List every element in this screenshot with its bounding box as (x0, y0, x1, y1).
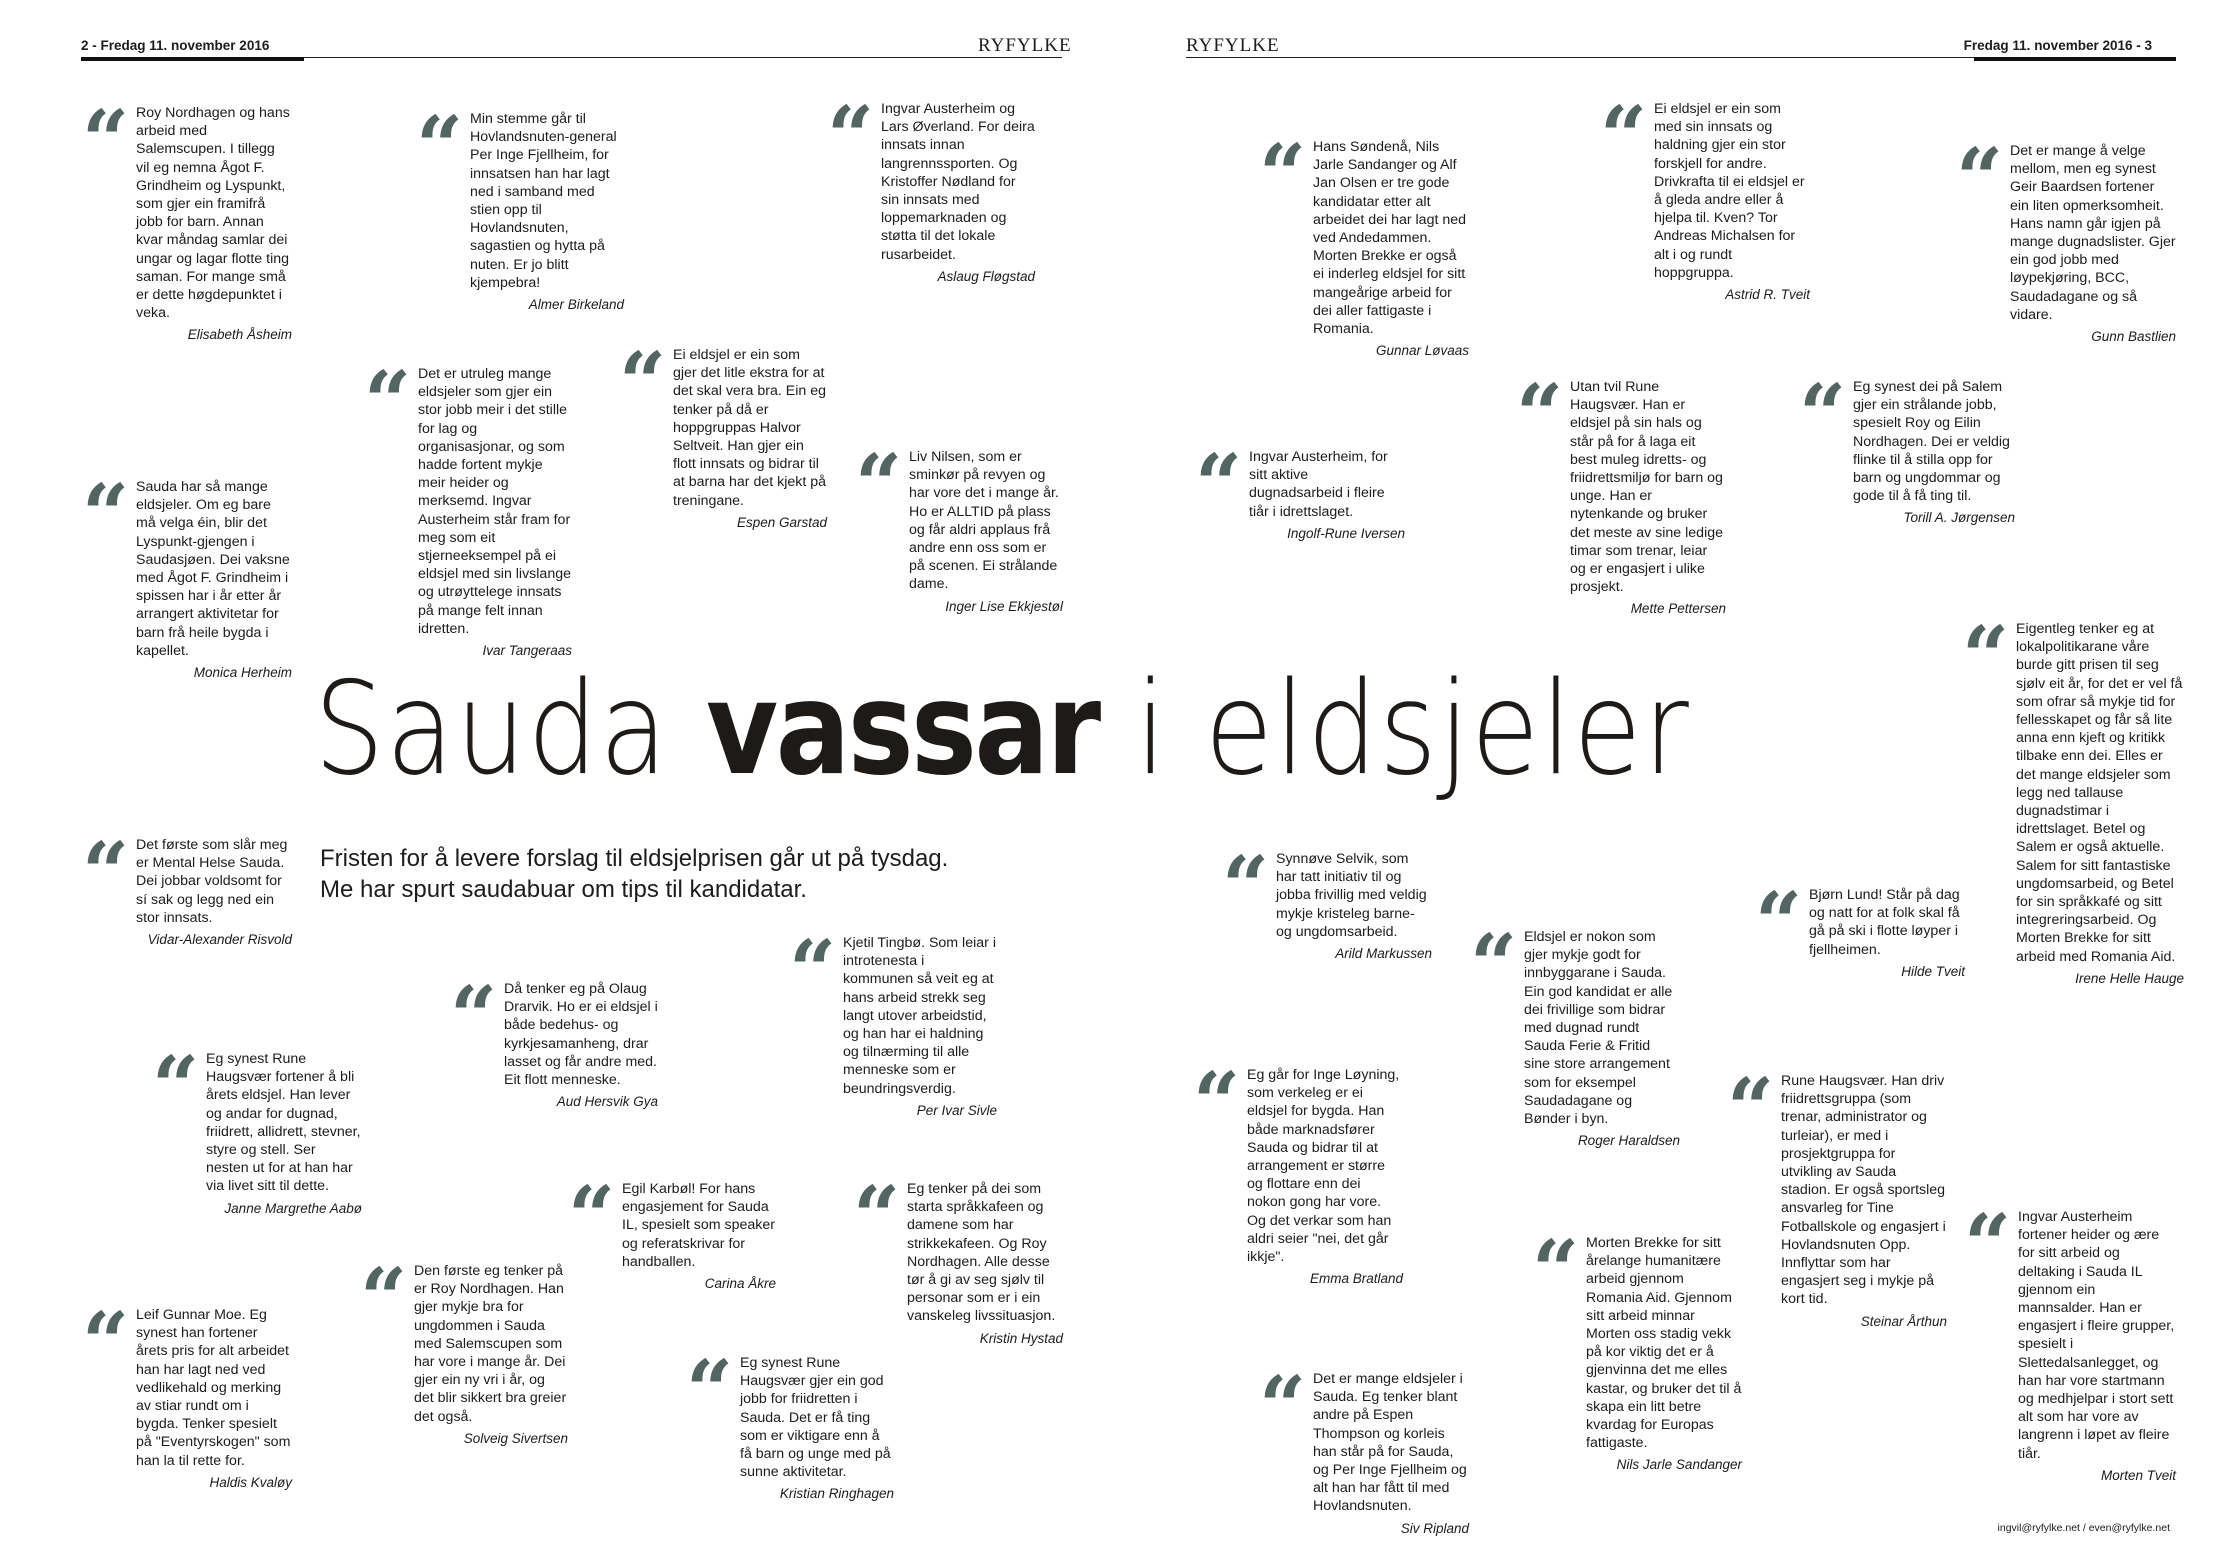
quote-signature: Gunn Bastlien (2091, 329, 2176, 345)
page-number-left: 2 - Fredag 11. november 2016 (81, 38, 270, 53)
quote-text: Rune Haugsvær. Han driv friidrettsgruppa (som trenar, administrator og turleiar), er med i prosjektgruppa for utvikling av Sauda stadion. Er også sportsleg ansvarleg for Tine Fotballskole og engasjert i Hovlandsnuten Opp. Innflyttar som har engasjert seg i mykje på kort tid. (1781, 1073, 1946, 1308)
quote-signature: Inger Lise Ekkjestøl (945, 598, 1063, 614)
lead-paragraph (320, 843, 1060, 905)
quote-text: Roy Nordhagen og hans arbeid med Salemscupen. I tillegg vil eg nemna Ågot F. Grindheim og Lyspunkt, som gjer ein framifrå jobb for barn. Annan kvar måndag samlar dei ungar og lagar flotte ting saman. For mange små er dette høgdepunktet i veka. (136, 105, 290, 322)
quote-mark-icon: “ (1755, 875, 1803, 971)
quote-24 (1222, 839, 1432, 962)
quote-text: Det er utruleg mange eldsjeler som gjer ein stor jobb meir i det stille for lag og organisasjonar, og som hadde fortent mykje meir heider og merksemd. Ingvar Austerheim står fram for meg som eit stjerneeksempel på ei eldsjel med sin livslange og utrøyttelege innsats på mange felt innan idretten. (418, 366, 571, 637)
quote-12 (568, 1169, 776, 1292)
quote-8 (82, 825, 292, 948)
quote-text: Eg går for Inge Løyning, som verkeleg er ei eldsjel for bygda. Han både marknadsfører Sauda og bidrar til at arrangement er større og flottare enn dei nokon gong har vore. Og det verkar som han aldri seier "nei, det går ikkje". (1247, 1067, 1400, 1266)
quote-mark-icon: “ (853, 1169, 901, 1265)
header-rule-left-thick (81, 57, 304, 61)
quote-text: Kjetil Tingbø. Som leiar i introtenesta i kommunen så veit eg at hans arbeid strekk seg langt utover arbeidstid, og han har ei haldning og tilnærming til alle menneske som er beundringsverdig. (843, 935, 996, 1097)
quote-mark-icon: “ (416, 99, 464, 195)
quote-signature: Per Ivar Sivle (916, 1102, 997, 1118)
quote-text: Utan tvil Rune Haugsvær. Han er eldsjel på sin hals og står på for å laga eit best muleg idretts- og friidrettsmiljø for barn og unge. Han er nytenkande og bruker det meste av sine ledige timar som trenar, leiar og er engasjert i ulike prosjekt. (1570, 379, 1724, 596)
quote-signature: Arild Markussen (1335, 946, 1432, 962)
quote-9 (450, 969, 658, 1110)
quote-text: Leif Gunnar Moe. Eg synest han fortener årets pris for alt arbeidet han har lagt ned ved vedlikehald og merking av stiar rundt om i bygda. Tenker spesielt på "Eventyrskogen" som han la til rette for. (136, 1307, 291, 1469)
quote-text: Ingvar Austerheim, for sitt aktive dugnadsarbeid i fleire tiår i idrettslaget. (1249, 449, 1388, 520)
quote-signature: Emma Bratland (1309, 1271, 1403, 1287)
quote-1 (82, 93, 292, 343)
lead-line-1: Fristen for å levere forslag til eldsjelprisen går ut på tysdag. (320, 845, 949, 872)
quote-signature: Vidar-Alexander Risvold (147, 932, 292, 948)
masthead-left: RYFYLKE (978, 35, 1072, 56)
quote-14 (360, 1251, 568, 1447)
quote-text: Ei eldsjel er ein som gjer det litle ekstra for at det skal vera bra. Ein eg tenker på då er hoppgruppas Halvor Seltveit. Han gjer ein flott innsats og bidrar til at barna har det kjekt på treningane. (673, 347, 827, 509)
quote-text: Egil Karbøl! For hans engasjement for Sauda IL, spesielt som speaker og referatskrivar for handballen. (622, 1181, 775, 1270)
quote-7 (82, 467, 292, 681)
quote-mark-icon: “ (686, 1343, 734, 1439)
quote-mark-icon: “ (568, 1169, 616, 1265)
quote-signature: Siv Ripland (1400, 1520, 1469, 1536)
quote-mark-icon: “ (855, 437, 903, 533)
quote-text: Eldsjel er nokon som gjer mykje godt for innbyggarane i Sauda. Ein god kandidat er alle dei frivillige som bidrar med dugnad rundt Sauda Ferie & Fritid sine store arrangement som for eksempel Saudadagane og Bønder i byn. (1524, 929, 1673, 1128)
quote-signature: Kristian Ringhagen (779, 1486, 894, 1502)
quote-mark-icon: “ (82, 467, 130, 563)
headline (314, 650, 1750, 810)
header-rule-right-thick (1974, 57, 2176, 61)
quote-20 (1516, 367, 1726, 617)
quote-mark-icon: “ (82, 1295, 130, 1391)
quote-signature: Morten Tveit (2100, 1467, 2176, 1483)
contact-footer: ingvil@ryfylke.net / even@ryfylke.net (1997, 1522, 2170, 1534)
quote-signature: Mette Pettersen (1630, 601, 1726, 617)
quote-text: Då tenker eg på Olaug Drarvik. Ho er ei eldsjel i både bedehus- og kyrkjesamanheng, drar lasset og får andre med. Eit flott menneske. (504, 981, 658, 1089)
quote-signature: Almer Birkeland (528, 297, 624, 313)
quote-mark-icon: “ (1470, 917, 1518, 1013)
quote-signature: Carina Åkre (704, 1276, 776, 1292)
quote-31 (1259, 1359, 1469, 1537)
quote-signature: Roger Haraldsen (1577, 1133, 1680, 1149)
quote-text: Det er mange å velge mellom, men eg synest Geir Baardsen fortener ein liten opmerksomheit. Hans namn går igjen på mange dugnadslister. Gjer ein god jobb med løypekjøring, BCC, Saudadagane og så vidare. (2010, 143, 2176, 323)
quote-mark-icon: “ (1532, 1223, 1580, 1319)
quote-text: Det er mange eldsjeler i Sauda. Eg tenker blant andre på Espen Thompson og korleis han står på for Sauda, og Per Inge Fjellheim og alt han har fått til med Hovlandsnuten. (1313, 1371, 1467, 1515)
headline-bold: vassar (706, 655, 1099, 804)
quote-signature: Aslaug Fløgstad (937, 268, 1035, 284)
quote-mark-icon: “ (827, 89, 875, 185)
quote-mark-icon: “ (82, 93, 130, 189)
headline-part2: i eldsjeler (1098, 655, 1691, 804)
quote-mark-icon: “ (789, 923, 837, 1019)
quote-text: Eg tenker på dei som starta språkkafeen og damene som har strikkekafeen. Og Roy Nordhagen. Alle desse tør å gi av seg sjølv til personar som er i ein vanskeleg livssituasjon. (907, 1181, 1056, 1325)
quote-text: Bjørn Lund! Står på dag og natt for at folk skal få gå på ski i flotte løyper i fjellheimen. (1809, 887, 1960, 958)
quote-10 (789, 923, 997, 1119)
quote-signature: Ivar Tangeraas (482, 643, 572, 659)
quote-mark-icon: “ (152, 1039, 200, 1135)
quote-mark-icon: “ (1222, 839, 1270, 935)
quote-signature: Elisabeth Åsheim (187, 327, 292, 343)
quote-3 (827, 89, 1035, 285)
quote-19 (1956, 131, 2176, 345)
quote-signature: Aud Hersvik Gya (556, 1094, 658, 1110)
quote-text: Liv Nilsen, som er sminkør på revyen og har vore det i mange år. Ho er ALLTID på plass og får aldri applaus frå andre enn oss som er på scenen. Ei strålande dame. (909, 449, 1059, 593)
quote-mark-icon: “ (1516, 367, 1564, 463)
quote-signature: Nils Jarle Sandanger (1616, 1457, 1742, 1473)
quote-mark-icon: “ (364, 354, 412, 450)
quote-2 (416, 99, 624, 313)
quote-mark-icon: “ (619, 335, 667, 431)
quote-text: Den første eg tenker på er Roy Nordhagen. Han gjer mykje bra for ungdommen i Sauda med Salemscupen som har vore i mange år. Dei gjer ein ny vri i år, og det blir sikkert bra greier det også. (414, 1263, 567, 1425)
quote-text: Eg synest Rune Haugsvær gjer ein god jobb for friidretten i Sauda. Det er få ting som er viktigare enn å få barn og unge med på sunne aktivitetar. (740, 1355, 891, 1481)
quote-13 (853, 1169, 1063, 1347)
quote-mark-icon: “ (1727, 1061, 1775, 1157)
quote-signature: Monica Herheim (193, 665, 292, 681)
quote-signature: Hilde Tveit (1901, 963, 1965, 979)
quote-signature: Espen Garstad (736, 514, 827, 530)
headline-part1: Sauda (314, 655, 707, 804)
quote-17 (1259, 127, 1469, 359)
quote-6 (855, 437, 1063, 615)
quote-text: Min stemme går til Hovlandsnuten-general Per Inge Fjellheim, for innsatsen han har lagt ned i samband med stien opp til Hovlandsnuten, sagastien og hytta på nuten. Er jo blitt kjempebra! (470, 111, 617, 291)
quote-26 (1470, 917, 1680, 1149)
quote-mark-icon: “ (82, 825, 130, 921)
quote-28 (1727, 1061, 1947, 1330)
quote-text: Sauda har så mange eldsjeler. Om eg bare må velga éin, blir det Lyspunkt-gjengen i Saudasjøen. Dei vaksne med Ågot F. Grindheim i spissen har i år etter år arrangert aktivitetar for barn frå heile bygda i kapellet. (136, 479, 290, 659)
quote-signature: Kristin Hystad (979, 1330, 1063, 1346)
quote-mark-icon: “ (1964, 1197, 2012, 1293)
quote-signature: Haldis Kvaløy (209, 1474, 292, 1490)
quote-text: Ingvar Austerheim og Lars Øverland. For deira innsats innan langrennssporten. Og Kristoffer Nødland for sin innsats med loppemarknaden og støtta til det lokale rusarbeidet. (881, 101, 1035, 263)
quote-text: Synnøve Selvik, som har tatt initiativ til og jobba frivillig med veldig mykje kristeleg barne- og ungdomsarbeid. (1276, 851, 1427, 940)
quote-18 (1600, 89, 1810, 303)
quote-27 (1193, 1055, 1403, 1287)
quote-16 (686, 1343, 894, 1502)
quote-29 (1532, 1223, 1742, 1473)
quote-signature: Solveig Sivertsen (463, 1430, 568, 1446)
masthead-right: RYFYLKE (1186, 35, 1280, 56)
quote-text: Det første som slår meg er Mental Helse Sauda. Dei jobbar voldsomt for sí sak og legg ned ein stor innsats. (136, 837, 288, 926)
quote-30 (1964, 1197, 2176, 1484)
lead-line-2: Me har spurt saudabuar om tips til kandidatar. (320, 876, 807, 903)
quote-mark-icon: “ (1956, 131, 2004, 227)
quote-mark-icon: “ (1259, 127, 1307, 223)
quote-text: Eigentleg tenker eg at lokalpolitikarane våre burde gitt prisen til seg sjølv eit år, for det er vel få som ofrar så mykje tid for fellesskapet og får så lite anna enn kjeft og kritikk tilbake enn dei. Elles er det mange eldsjeler som legg ned tallause dugnadstimar i idrettslaget. Betel og Salem er også aktuelle. Salem for sitt fantastiske ungdomsarbeid, og Betel for sin språkkafé og sitt integreringsarbeid. Og Morten Brekke for sitt arbeid med Romania Aid. (2016, 621, 2183, 965)
quote-text: Eg synest dei på Salem gjer ein strålande jobb, spesielt Roy og Eilin Nordhagen. Dei er veldig flinke til å stilla opp for barn og ungdommar og gode til å få ting til. (1853, 379, 2010, 505)
quote-23 (1962, 609, 2184, 987)
quote-5 (619, 335, 827, 531)
quote-signature: Torill A. Jørgensen (1903, 510, 2015, 526)
quote-11 (152, 1039, 362, 1217)
quote-21 (1799, 367, 2015, 526)
quote-signature: Gunnar Løvaas (1375, 343, 1469, 359)
quote-25 (1755, 875, 1965, 980)
quote-mark-icon: “ (1193, 1055, 1241, 1151)
quote-mark-icon: “ (1600, 89, 1648, 185)
quote-text: Ingvar Austerheim fortener heider og ære for sitt arbeid og deltaking i Sauda IL gjennom ein mannsalder. Han er engasjert i fleire grupper, spesielt i Slettedalsanlegget, og han har vore startmann og medhjelpar i stort sett alt som har vore av langrenn i løpet av fleire tiår. (2018, 1209, 2175, 1462)
quote-mark-icon: “ (1962, 609, 2010, 705)
quote-text: Morten Brekke for sitt årelange humanitære arbeid gjennom Romania Aid. Gjennom sitt arbeid minnar Morten oss stadig vekk på kor viktig det er å gjenvinna det me elles kastar, og bruker det til å skapa ein litt betre kvardag for Europas fattigaste. (1586, 1235, 1742, 1452)
quote-mark-icon: “ (1799, 367, 1847, 463)
quote-4 (364, 354, 572, 659)
quote-signature: Astrid R. Tveit (1725, 287, 1810, 303)
quote-15 (82, 1295, 292, 1491)
quote-text: Ei eldsjel er ein som med sin innsats og haldning gjer ein stor forskjell for andre. Drivkrafta til ei eldsjel er å gleda andre eller å hjelpa til. Kven? Tor Andreas Michalsen for alt i og rundt hoppgruppa. (1654, 101, 1805, 281)
quote-signature: Steinar Årthun (1860, 1313, 1947, 1329)
quote-text: Hans Søndenå, Nils Jarle Sandanger og Alf Jan Olsen er tre gode kandidatar etter alt arbeidet dei har lagt ned ved Andedammen. Morten Brekke er også ei inderleg eldsjel for sitt mangeårige arbeid for dei aller fattigaste i Romania. (1313, 139, 1467, 338)
quote-mark-icon: “ (450, 969, 498, 1065)
quote-signature: Ingolf-Rune Iversen (1287, 525, 1405, 541)
quote-mark-icon: “ (1259, 1359, 1307, 1455)
quote-signature: Irene Helle Hauge (2075, 970, 2184, 986)
page-number-right: Fredag 11. november 2016 - 3 (1963, 38, 2152, 53)
quote-mark-icon: “ (1195, 437, 1243, 533)
quote-signature: Janne Margrethe Aabø (224, 1200, 362, 1216)
quote-mark-icon: “ (360, 1251, 408, 1347)
quote-text: Eg synest Rune Haugsvær fortener å bli årets eldsjel. Han lever og andar for dugnad, friidrett, allidrett, stevner, styre og stell. Ser nesten ut for at han har via livet sitt til dette. (206, 1051, 361, 1195)
quote-22 (1195, 437, 1405, 542)
